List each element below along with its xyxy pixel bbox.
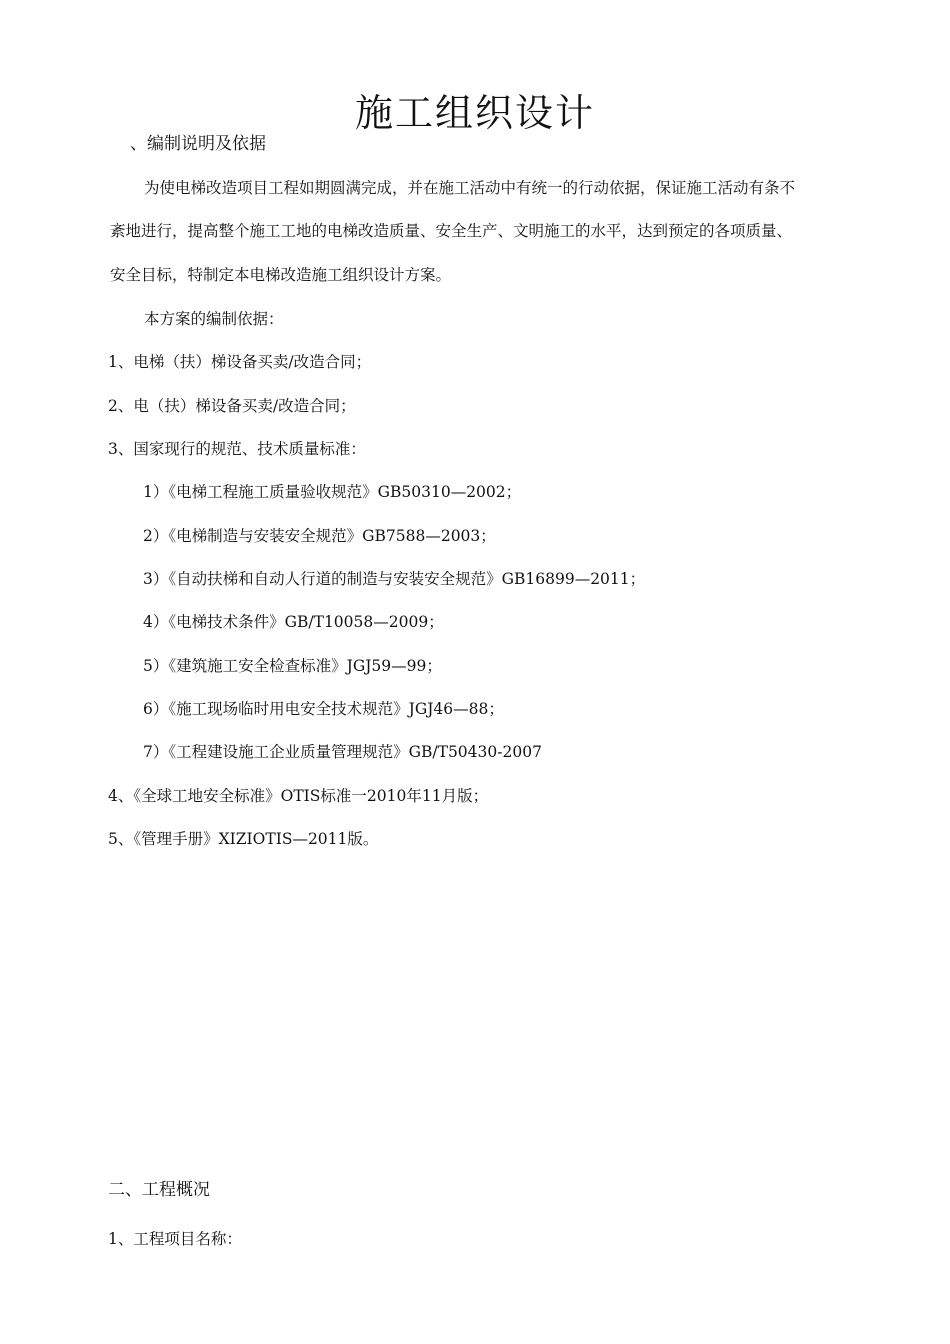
standard-item: 5）《建筑施工安全检查标准》JGJ59—99； bbox=[143, 657, 442, 675]
standard-item: 3）《自动扶梯和自动人行道的制造与安装安全规范》GB16899—2011； bbox=[143, 570, 646, 588]
list-item: 2、电（扶）梯设备买卖/改造合同； bbox=[108, 397, 356, 415]
standard-item: 7）《工程建设施工企业质量管理规范》GB/T50430-2007 bbox=[143, 743, 542, 761]
project-name-item: 1、工程项目名称： bbox=[108, 1230, 242, 1248]
list-item: 3、国家现行的规范、技术质量标准： bbox=[108, 440, 366, 458]
document-title: 施工组织设计 bbox=[354, 91, 595, 135]
list-item: 4、《全球工地安全标准》OTIS标准一2010年11月版； bbox=[108, 787, 489, 805]
list-item: 5、《管理手册》XIZIOTIS—2011版。 bbox=[108, 830, 379, 848]
standard-item: 2）《电梯制造与安装安全规范》GB7588—2003； bbox=[143, 527, 496, 545]
section-2-heading: 二、工程概况 bbox=[108, 1180, 210, 1200]
standard-item: 1）《电梯工程施工质量验收规范》GB50310—2002； bbox=[143, 483, 522, 501]
list-item: 1、电梯（扶）梯设备买卖/改造合同； bbox=[108, 353, 372, 371]
intro-paragraph-line-1: 为使电梯改造项目工程如期圆满完成，并在施工活动中有统一的行动依据，保证施工活动有条不 bbox=[144, 179, 796, 197]
standard-item: 4）《电梯技术条件》GB/T10058—2009； bbox=[143, 613, 444, 631]
intro-paragraph-line-2: 紊地进行，提高整个施工工地的电梯改造质量、安全生产、文明施工的水平，达到预定的各项质量、 bbox=[110, 222, 793, 240]
basis-intro: 本方案的编制依据： bbox=[144, 310, 284, 328]
section-1-heading: 、编制说明及依据 bbox=[130, 134, 266, 154]
standard-item: 6）《施工现场临时用电安全技术规范》JGJ46—88； bbox=[143, 700, 504, 718]
intro-paragraph-line-3: 安全目标，特制定本电梯改造施工组织设计方案。 bbox=[110, 266, 452, 284]
